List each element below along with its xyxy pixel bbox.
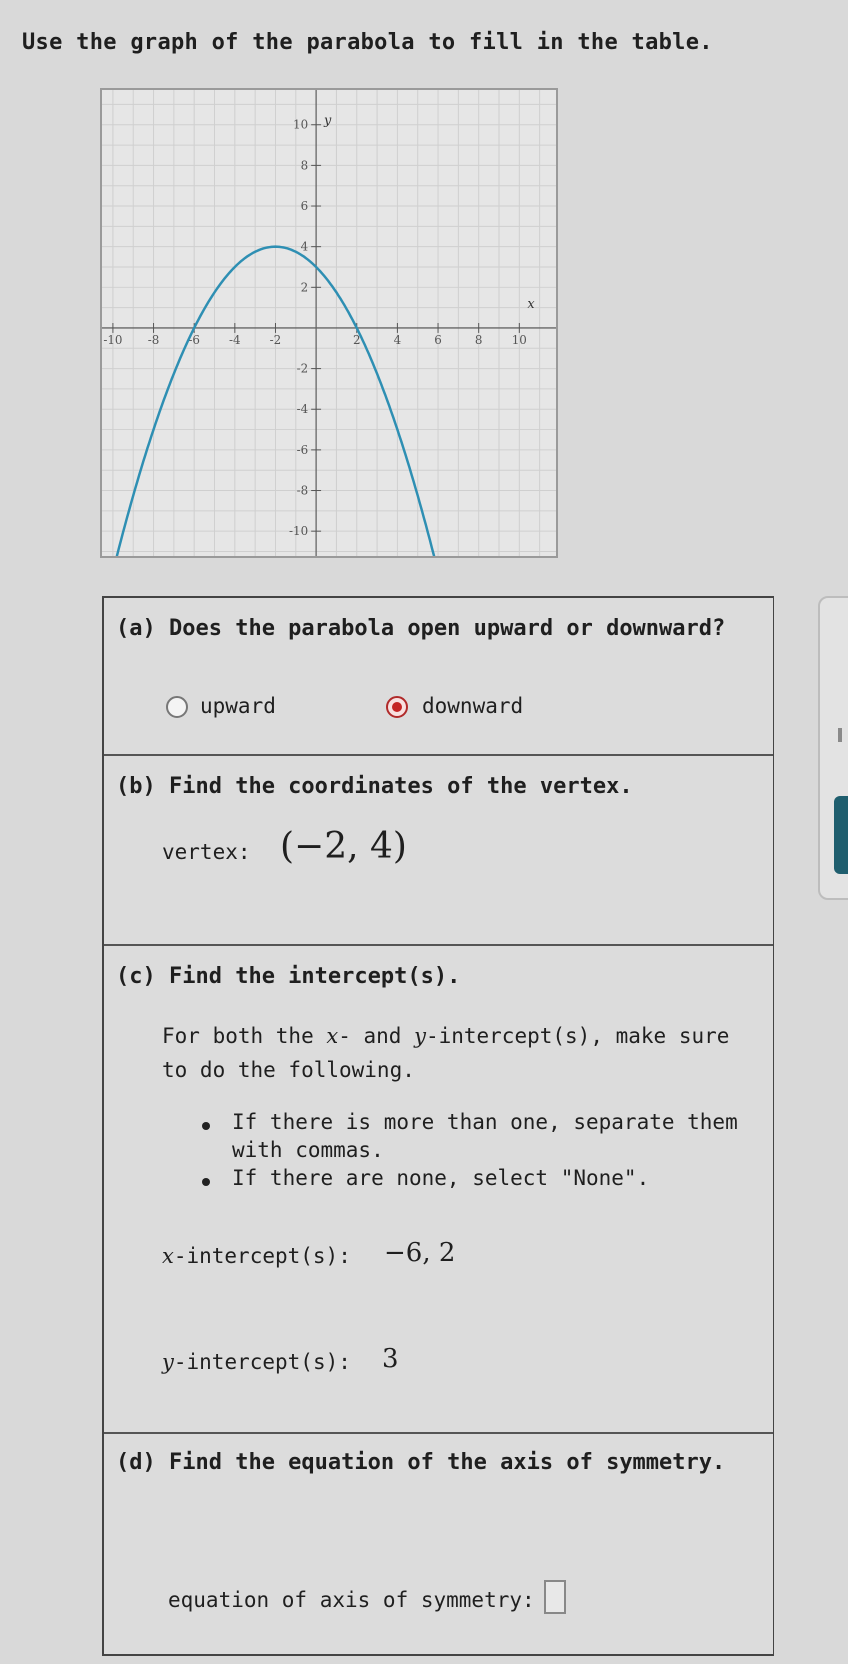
part-a-question: (a) Does the parabola open upward or downward? xyxy=(116,616,726,641)
y-variable: y xyxy=(162,1350,174,1374)
part-c-section xyxy=(104,944,773,1434)
y-tick-label: 10 xyxy=(293,117,309,132)
x-tick-label: 2 xyxy=(352,332,361,347)
instr-post: -intercept(s), make sure xyxy=(425,1024,730,1048)
y-tick-label: -8 xyxy=(296,483,309,498)
y-intercept-label-text: -intercept(s): xyxy=(173,1350,351,1374)
part-d-question: (d) Find the equation of the axis of symmetry. xyxy=(116,1450,726,1475)
y-tick-label: 2 xyxy=(300,280,309,295)
instr-mid: - and xyxy=(338,1024,415,1048)
y-axis-label: y xyxy=(324,113,332,129)
instruction-text: Use the graph of the parabola to fill in the table. xyxy=(22,30,713,55)
x-tick-label: 4 xyxy=(393,332,402,347)
part-b-section xyxy=(104,754,773,946)
y-tick-label: -4 xyxy=(296,402,309,417)
instr-pre: For both the xyxy=(162,1024,327,1048)
bullet2-text: If there are none, select "None". xyxy=(232,1166,650,1190)
graph-canvas xyxy=(102,90,556,556)
y-intercept-value[interactable]: 3 xyxy=(382,1344,399,1374)
part-d-section xyxy=(104,1432,773,1664)
axis-symmetry-input[interactable] xyxy=(544,1580,566,1614)
parabola-graph xyxy=(100,88,558,558)
y-tick-label: 6 xyxy=(300,198,309,213)
part-a-section xyxy=(104,598,773,756)
x-tick-label: -4 xyxy=(229,332,241,347)
question-table xyxy=(102,596,774,1656)
x-intercept-label-text: -intercept(s): xyxy=(173,1244,351,1268)
part-c-question: (c) Find the intercept(s). xyxy=(116,964,461,989)
downward-radio[interactable] xyxy=(386,696,408,718)
bullet1-line2: with commas. xyxy=(232,1138,384,1162)
y-tick-label: 4 xyxy=(300,239,309,254)
x-tick-label: -6 xyxy=(188,332,200,347)
y-variable: y xyxy=(414,1024,426,1048)
bullet-dot xyxy=(202,1178,210,1186)
vertex-value[interactable]: (−2, 4) xyxy=(280,826,407,867)
x-tick-label: -2 xyxy=(269,332,282,347)
vertex-label: vertex: xyxy=(162,840,251,864)
x-intercept-value[interactable]: −6, 2 xyxy=(384,1238,456,1268)
part-b-question: (b) Find the coordinates of the vertex. xyxy=(116,774,633,799)
parabola-curve xyxy=(113,247,446,556)
upward-label[interactable]: upward xyxy=(200,694,276,718)
x-tick-label: 8 xyxy=(474,332,483,347)
x-tick-label: -10 xyxy=(103,332,123,347)
bullet-dot xyxy=(202,1122,210,1130)
bullet1-line1: If there is more than one, separate them xyxy=(232,1110,738,1134)
y-tick-label: -2 xyxy=(296,361,309,376)
upward-radio[interactable] xyxy=(166,696,188,718)
y-intercept-label xyxy=(162,1350,351,1374)
y-tick-label: -6 xyxy=(296,442,309,457)
downward-label[interactable]: downward xyxy=(422,694,524,718)
x-tick-label: -8 xyxy=(147,332,160,347)
side-marker xyxy=(838,728,842,742)
axis-symmetry-label: equation of axis of symmetry: xyxy=(168,1588,535,1612)
x-tick-label: 6 xyxy=(434,332,442,347)
x-variable: x xyxy=(162,1244,174,1268)
x-axis-label: x xyxy=(527,297,535,313)
side-tab-button[interactable] xyxy=(834,796,848,874)
x-intercept-label xyxy=(162,1244,351,1268)
x-variable: x xyxy=(326,1024,339,1048)
y-tick-label: -10 xyxy=(289,524,309,539)
x-tick-label: 10 xyxy=(511,332,527,347)
intercept-instructions-line1 xyxy=(162,1024,729,1048)
y-tick-label: 8 xyxy=(300,158,309,173)
intercept-instructions-line2: to do the following. xyxy=(162,1058,415,1082)
